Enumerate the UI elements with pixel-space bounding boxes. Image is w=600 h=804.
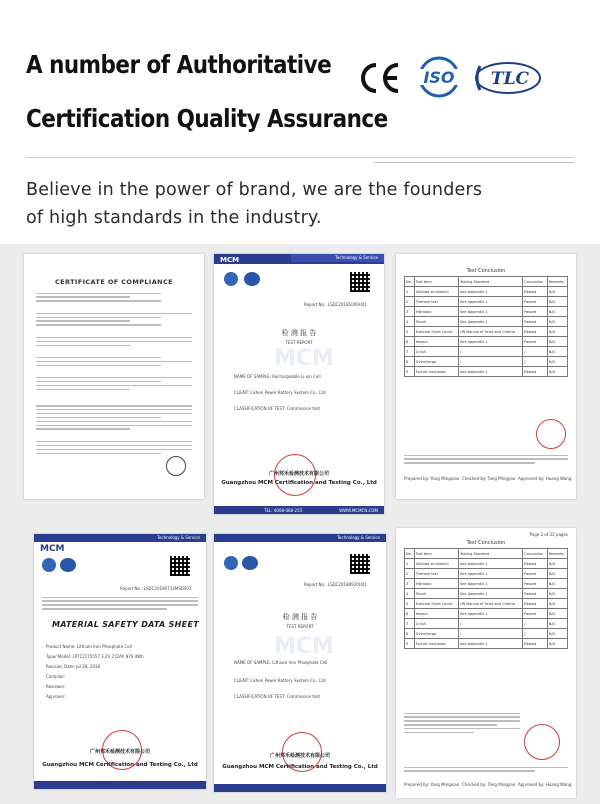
ul-certificate	[24, 254, 204, 499]
table-row: 6 Impact See Appendix 1 Passed N/A	[405, 609, 568, 619]
certificate-title: CERTIFICATE OF COMPLIANCE	[54, 278, 174, 286]
qr-code-icon	[350, 272, 370, 292]
svg-text:ISO: ISO	[423, 68, 455, 87]
footer-cn: 广州邦禾检测技术有限公司	[268, 471, 329, 477]
client-name: CLIENT: Lishen Power Battery System Co., Ltd	[234, 678, 326, 683]
classification: CLASSIFICATION OF TEST: Commission test	[234, 694, 321, 699]
table-row: 3 Vibration See Appendix 1 Passed N/A	[405, 579, 568, 589]
client-name: CLIENT: Lishen Power Battery System Co., Ltd	[234, 390, 326, 395]
page-number: Page 2 of 32 pages	[529, 532, 568, 537]
watermark: MCM	[274, 346, 334, 371]
divider-accent	[374, 162, 574, 163]
table-row: 2 Thermal test See Appendix 1 Passed N/A	[405, 569, 568, 579]
cnas-mark-icon	[244, 272, 260, 286]
footer-tel: TEL: 4008-068-255	[264, 508, 303, 513]
report-number: Report No.: LSDC20181009U01	[304, 302, 367, 307]
ce-logo	[356, 60, 404, 96]
iso-logo	[412, 56, 466, 98]
test-conclusion-2	[396, 528, 576, 798]
table-row: 8 Overcharge / / N/A	[405, 629, 568, 639]
header-tagline: Technology & Service	[157, 535, 200, 540]
footer-en: Guangzhou MCM Certification and Testing Co., Ltd	[221, 480, 377, 486]
footer-cn: 广州邦禾检测技术有限公司	[89, 749, 150, 755]
table-row: 8 Overcharge / / N/A	[405, 357, 568, 367]
table-row: 5 External Short circuit UN Manual of Tests and Criteria Passed N/A	[405, 327, 568, 337]
table-row: 2 Thermal test See Appendix 1 Passed N/A	[405, 297, 568, 307]
tagline-line-1: Believe in the power of brand, we are the founders	[26, 180, 483, 200]
footer-en: Guangzhou MCM Certification and Testing Co., Ltd	[222, 764, 378, 770]
report-number: Report No.: LSDC20180920U01	[304, 582, 367, 587]
certificate-gallery	[0, 244, 600, 804]
approved-by: Approved by: Huang Wang	[518, 476, 572, 481]
table-row: 7 Crush / / N/A	[405, 619, 568, 629]
table-header-row: No. Test Item Testing Standard Conclusion Remarks	[405, 277, 568, 287]
cnas-mark-icon	[242, 556, 258, 570]
cnas-mark-icon	[60, 558, 76, 572]
table-row: 9 Forced discharge See Appendix 1 Passed N/A	[405, 367, 568, 377]
footer-en: Guangzhou MCM Certification and Testing Co., Ltd	[42, 762, 198, 768]
table-row: 6 Impact See Appendix 1 Passed N/A	[405, 337, 568, 347]
table-row: 4 Shock See Appendix 1 Passed N/A	[405, 589, 568, 599]
footer-web: WWW.MCMCN.COM	[339, 508, 378, 513]
mcm-logo: MCM	[40, 544, 65, 554]
msds-title: MATERIAL SAFETY DATA SHEET	[52, 620, 199, 629]
test-conclusion-1	[396, 254, 576, 499]
mcm-logo: MCM	[220, 256, 240, 264]
prepared-by: Prepared by: Yang Mingxiao	[404, 476, 460, 481]
sample-name: NAME OF SAMPLE: Lithium Iron Phosphate Cell	[234, 660, 328, 665]
report-cn-title: 检 测 报 告	[281, 329, 317, 337]
tlc-logo	[470, 58, 542, 98]
sample-name: NAME OF SAMPLE: Rechargeable Li-ion Cell	[234, 374, 321, 379]
ul-mark-icon	[166, 456, 186, 476]
report-cn-title: 检 测 报 告	[282, 613, 318, 621]
table-row: 1 Altitude simulation See Appendix 1 Passed N/A	[405, 287, 568, 297]
conclusion-table	[404, 276, 568, 377]
divider	[26, 157, 574, 158]
table-row: 4 Shock See Appendix 1 Passed N/A	[405, 317, 568, 327]
classification: CLASSIFICATION OF TEST: Commission test	[234, 406, 321, 411]
table-row: 9 Forced discharge See Appendix 1 Passed N/A	[405, 639, 568, 649]
prepared-by: Prepared by: Yang Mingxiao	[404, 782, 460, 787]
header-tagline: Technology & Service	[337, 535, 380, 540]
svg-text:TLC: TLC	[490, 69, 530, 89]
table-row: 1 Altitude simulation See Appendix 1 Passed N/A	[405, 559, 568, 569]
hero-title-line-2: Certification Quality Assurance	[26, 104, 388, 133]
company-seal	[524, 724, 560, 760]
watermark: MCM	[274, 634, 334, 659]
header-tagline: Technology & Service	[335, 255, 378, 260]
report-en-title: TEST REPORT	[286, 624, 314, 629]
table-row: 7 Crush / / N/A	[405, 347, 568, 357]
conclusion-title: Test Conclusion	[466, 268, 506, 274]
report-en-title: TEST REPORT	[285, 340, 313, 345]
ilac-mark-icon	[224, 272, 238, 286]
mcm-test-report-2	[214, 534, 386, 792]
approved-by: Approved by: Huang Wang	[518, 782, 572, 787]
table-header-row: No. Test Item Testing Standard Conclusion Remarks	[405, 549, 568, 559]
footer-cn: 广州邦禾检测技术有限公司	[269, 753, 330, 759]
ilac-mark-icon	[42, 558, 56, 572]
company-seal	[536, 419, 566, 449]
checked-by: Checked by: Tang Mingyao	[462, 782, 516, 787]
hero-title-line-1: A number of Authoritative	[26, 50, 332, 79]
conclusion-title: Test Conclusion	[466, 540, 506, 546]
report-number: Report No.: LSDC20180712MSDS01	[120, 586, 192, 591]
ilac-mark-icon	[224, 556, 238, 570]
table-row: 3 Vibration See Appendix 1 Passed N/A	[405, 307, 568, 317]
qr-code-icon	[350, 554, 370, 574]
checked-by: Checked by: Tang Mingyao	[462, 476, 516, 481]
conclusion-table	[404, 548, 568, 649]
table-row: 5 External Short circuit UN Manual of Tests and Criteria Passed N/A	[405, 599, 568, 609]
qr-code-icon	[170, 556, 190, 576]
tagline-line-2: of high standards in the industry.	[26, 208, 322, 228]
mcm-test-report-1	[214, 254, 384, 514]
msds-document: MCM Technology & Service Report No.: LSDC20180712MSDS01 MATERIAL SAFETY DATA SHEET Product Name: Lithium Iron Phosphate Cell Type/ Model: LPT12175557 3.2V 272Ah 870.4Wh Revision Date: Jul 28, 2018 Compiler: Reviewer: Approver: 广州邦禾检测技术有限公司 Guangzhou MCM Certification and Testing Co., Ltd	[34, 534, 206, 789]
